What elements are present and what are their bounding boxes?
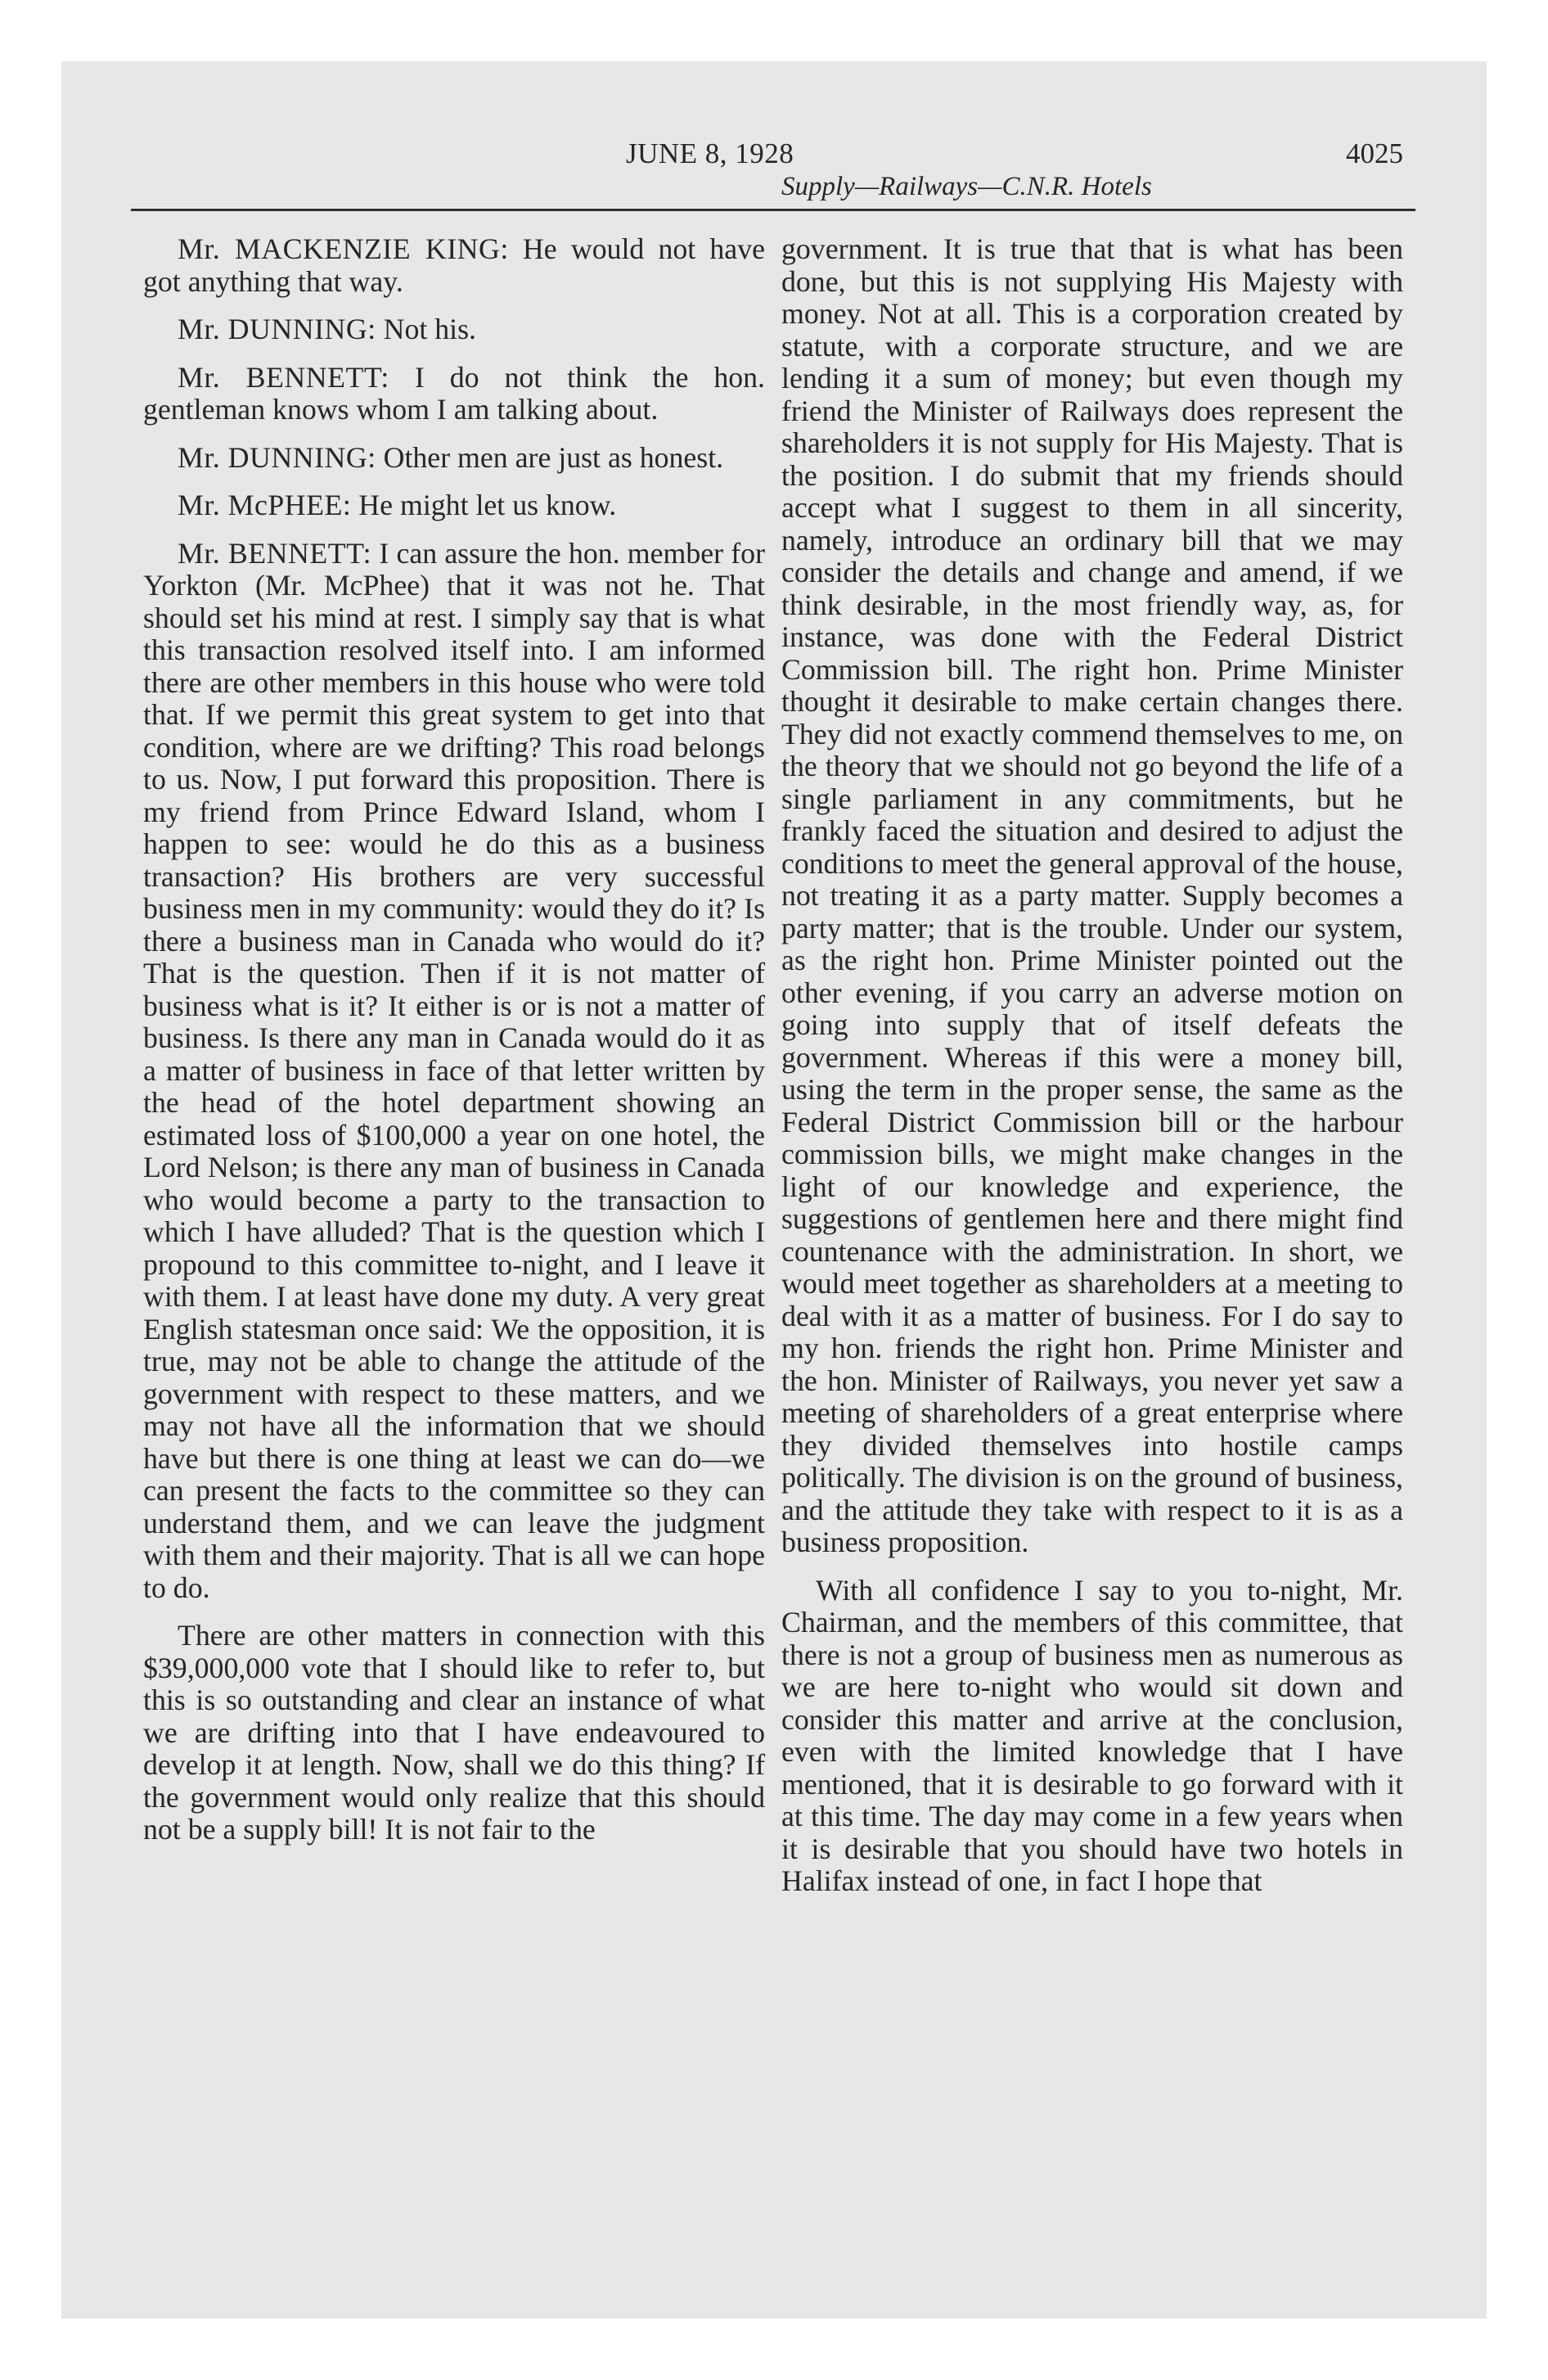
speaker-name: Mr. BENNETT: [178, 536, 372, 570]
left-column [143, 233, 765, 1862]
speech-text: I do not think the hon. gentleman knows whom I am talking about. [143, 360, 765, 426]
speaker-name: Mr. MACKENZIE KING: [178, 232, 509, 265]
speaker-name: Mr. DUNNING: [178, 313, 376, 345]
paragraph [781, 1575, 1403, 1898]
speech-text: There are other matters in connection with this $39,000,000 vote that I should like to refer to, but this is so outstanding and clear an instance of what we are drifting into that I have endeavoured to develop it at length. Now, shall we do this thing? If the government would only realize that this should not be a supply bill! It is not fair to the [143, 1619, 765, 1846]
paragraph [143, 489, 765, 522]
scanned-page [61, 61, 1487, 2319]
speech-text: I can assure the hon. member for Yorkton (Mr. McPhee) that it was not he. That should set his mind at rest. I simply say that is what this transaction resolved itself into. I am informed there are other members in this house who were told that. If we permit this great system to get into that condition, where are we drifting? This road belongs to us. Now, I put forward this proposition. There is my friend from Prince Edward Island, whom I happen to see: would he do this as a business transaction? His brothers are very successful business men in my community: would they do it? Is there a business man in Canada who would do it? That is the question. Then if it is not matter of business what is it? It either is or is not a matter of business. Is there any man in Canada would do it as a matter of business in face of that letter written by the head of the hotel department showing an estimated loss of $100,000 a year on one hotel, the Lord Nelson; is there any man of business in Canada who would become a party to the transaction to which I have alluded? That is the question which I propound to this committee to-night, and I leave it with them. I at least have done my duty. A very great English statesman once said: We the opposition, it is true, may not be able to change the attitude of the government with respect to these matters, and we may not have all the information that we should have but there is one thing at least we can do—we can present the facts to the committee so they can understand them, and we can leave the judgment with them and their majority. That is all we can hope to do. [143, 536, 765, 1604]
page-number: 4025 [1346, 137, 1403, 169]
speech-text: Not his. [376, 313, 476, 345]
paragraph [143, 362, 765, 426]
paragraph [143, 313, 765, 346]
speech-text: He might let us know. [351, 489, 617, 521]
paragraph [143, 538, 765, 1605]
paragraph [143, 233, 765, 298]
speech-text: He would not have got anything that way. [143, 232, 765, 298]
right-column [781, 233, 1403, 1913]
speaker-name: Mr. DUNNING: [178, 440, 376, 474]
speaker-name: Mr. BENNETT: [178, 360, 389, 394]
paragraph [143, 1620, 765, 1846]
page-header [61, 61, 1487, 225]
paragraph [781, 233, 1403, 1559]
speaker-name: Mr. McPHEE: [178, 489, 352, 521]
header-rule [131, 209, 1415, 211]
speech-text: With all confidence I say to you to-night, Mr. Chairman, and the members of this committee, that there is not a group of business men as numerous as we are here to-night who would sit down and consider this matter and arrive at the conclusion, even with the limited knowledge that I have mentioned, that it is desirable to go forward with it at this time. The day may come in a few years when it is desirable that you should have two hotels in Halifax instead of one, in fact I hope that [781, 1573, 1403, 1897]
speech-text: government. It is true that that is what has been done, but this is not supplying His Majesty with money. Not at all. This is a corporation created by statute, with a corporate structure, and we are lending it a sum of money; but even though my friend the Minister of Railways does represent the shareholders it is not supply for His Majesty. That is the position. I do submit that my friends should accept what I suggest to them in all sincerity, namely, introduce an ordinary bill that we may consider the details and change and amend, if we think desirable, in the most friendly way, as, for instance, was done with the Federal District Commission bill. The right hon. Prime Minister thought it desirable to make certain changes there. They did not exactly commend themselves to me, on the theory that we should not go beyond the life of a single parliament in any commitments, but he frankly faced the situation and desired to adjust the conditions to meet the general approval of the house, not treating it as a party matter. Supply becomes a party matter; that is the trouble. Under our system, as the right hon. Prime Minister pointed out the other evening, if you carry an adverse motion on going into supply that of itself defeats the government. Whereas if this were a money bill, using the term in the proper sense, the same as the Federal District Commission bill or the harbour commission bills, we might make changes in the light of our knowledge and experience, the suggestions of gentlemen here and there might find countenance with the administration. In short, we would meet together as shareholders at a meeting to deal with it as a matter of business. For I do say to my hon. friends the right hon. Prime Minister and the hon. Minister of Railways, you never yet saw a meeting of shareholders of a great enterprise where they divided themselves into hostile camps politically. The division is on the ground of business, and the attitude they take with respect to it is as a business proposition. [781, 232, 1403, 1558]
paragraph [143, 442, 765, 475]
speech-text: Other men are just as honest. [376, 440, 724, 474]
section-title: Supply—Railways—C.N.R. Hotels [781, 172, 1152, 201]
header-date: JUNE 8, 1928 [626, 137, 794, 169]
